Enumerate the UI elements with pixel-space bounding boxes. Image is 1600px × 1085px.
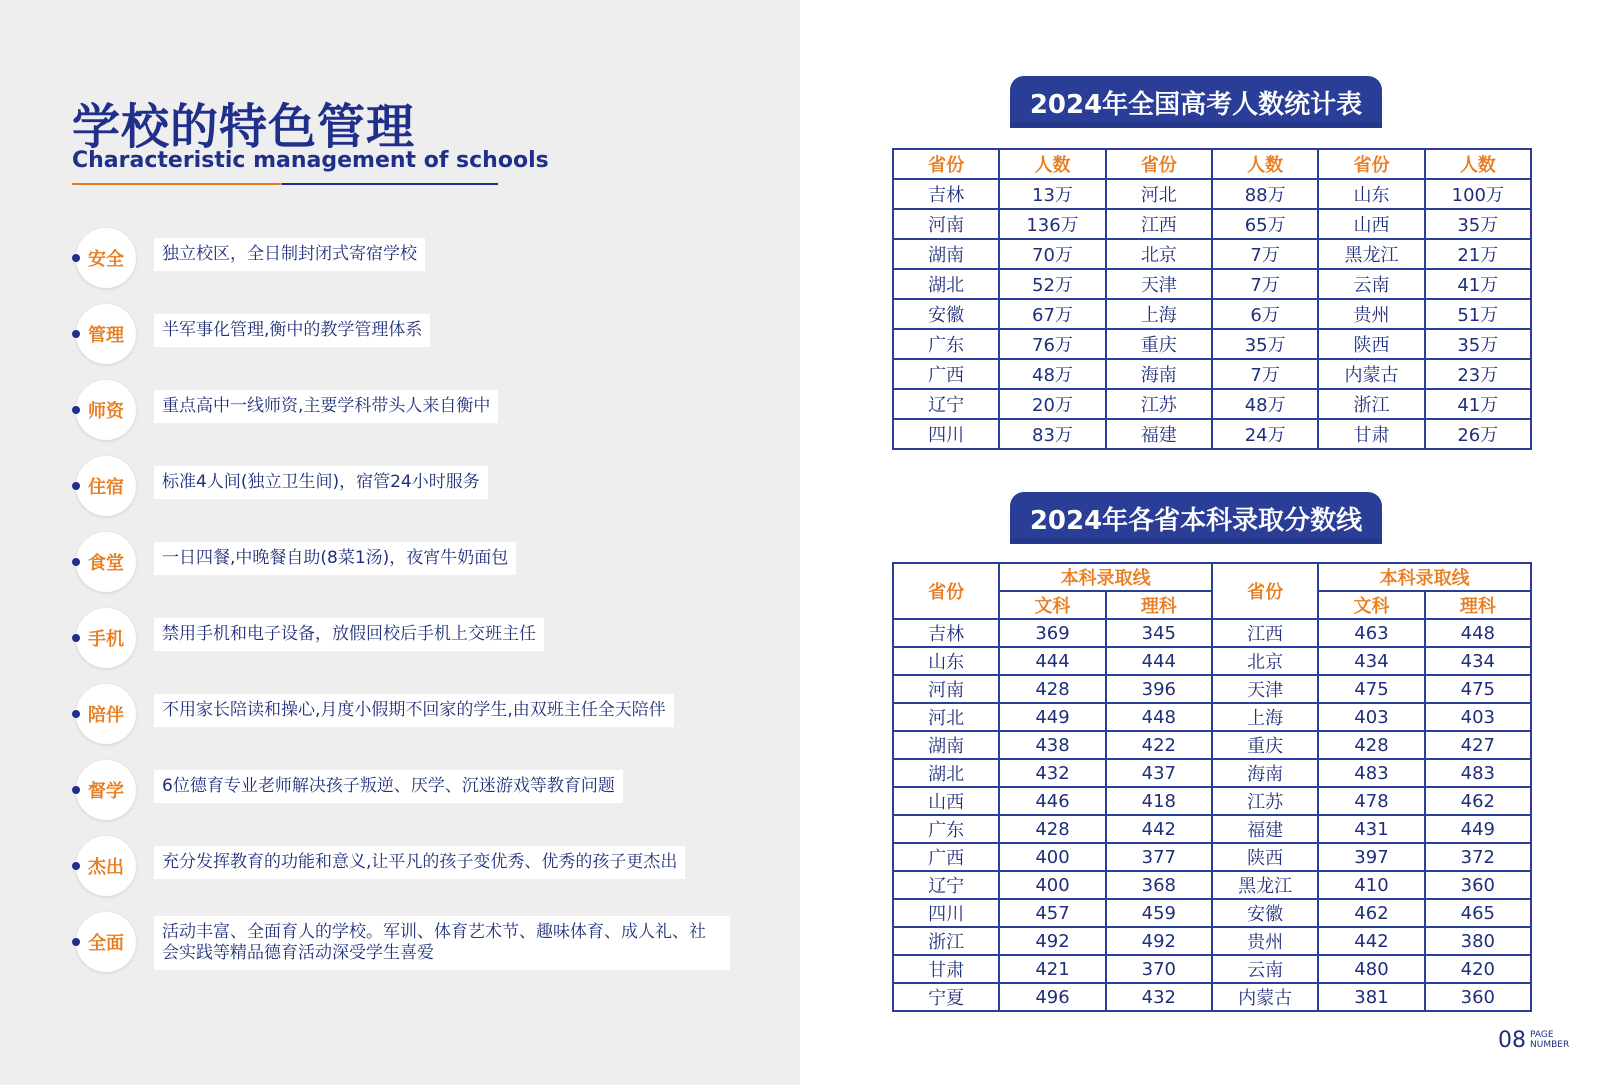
table-cell: 辽宁 xyxy=(893,389,999,419)
table-cell: 438 xyxy=(999,731,1105,759)
table-header-row xyxy=(893,149,1531,179)
table-cell: 483 xyxy=(1318,759,1424,787)
table-row xyxy=(893,359,1531,389)
feature-tag: 师资 xyxy=(76,380,136,440)
table-row xyxy=(893,239,1531,269)
table-cell: 35万 xyxy=(1212,329,1318,359)
header-cell: 人数 xyxy=(1212,149,1318,179)
table-cell: 76万 xyxy=(999,329,1105,359)
table-cell: 江苏 xyxy=(1212,787,1318,815)
header-line: 本科录取线 xyxy=(1318,563,1531,591)
table-row xyxy=(893,731,1531,759)
table-row xyxy=(893,209,1531,239)
feature-tag: 督学 xyxy=(76,760,136,820)
feature-item xyxy=(72,300,752,376)
header-cell: 省份 xyxy=(1106,149,1212,179)
table-row xyxy=(893,619,1531,647)
table-cell: 辽宁 xyxy=(893,871,999,899)
table-row xyxy=(893,899,1531,927)
table-cell: 内蒙古 xyxy=(1212,983,1318,1011)
table-cell: 444 xyxy=(999,647,1105,675)
table-cell: 83万 xyxy=(999,419,1105,449)
table-row xyxy=(893,983,1531,1011)
header-cell: 省份 xyxy=(893,149,999,179)
table-cell: 陕西 xyxy=(1212,843,1318,871)
table-row xyxy=(893,389,1531,419)
table-cell: 475 xyxy=(1318,675,1424,703)
feature-text: 一日四餐,中晚餐自助(8菜1汤)，夜宵牛奶面包 xyxy=(154,542,516,575)
feature-item xyxy=(72,604,752,680)
table-cell: 360 xyxy=(1425,871,1531,899)
table-cell: 377 xyxy=(1106,843,1212,871)
table-cell: 26万 xyxy=(1425,419,1531,449)
table-cell: 70万 xyxy=(999,239,1105,269)
table-cell: 368 xyxy=(1106,871,1212,899)
exam-count-body xyxy=(893,179,1531,449)
table-cell: 428 xyxy=(1318,731,1424,759)
bullet-dot-icon xyxy=(72,634,80,642)
header-li: 理科 xyxy=(1425,591,1531,619)
table-cell: 广西 xyxy=(893,843,999,871)
table-cell: 贵州 xyxy=(1212,927,1318,955)
table-cell: 6万 xyxy=(1212,299,1318,329)
exam-count-table xyxy=(892,148,1532,450)
table-cell: 23万 xyxy=(1425,359,1531,389)
table-cell: 宁夏 xyxy=(893,983,999,1011)
table-cell: 403 xyxy=(1425,703,1531,731)
table-cell: 北京 xyxy=(1106,239,1212,269)
page-number-label xyxy=(1530,1030,1569,1050)
table-cell: 黑龙江 xyxy=(1318,239,1424,269)
page-word: PAGE xyxy=(1530,1030,1554,1040)
table-cell: 492 xyxy=(999,927,1105,955)
table-cell: 江西 xyxy=(1212,619,1318,647)
table-cell: 65万 xyxy=(1212,209,1318,239)
table-cell: 100万 xyxy=(1425,179,1531,209)
header-wen: 文科 xyxy=(999,591,1105,619)
table-cell: 462 xyxy=(1425,787,1531,815)
feature-tag: 管理 xyxy=(76,304,136,364)
table-cell: 372 xyxy=(1425,843,1531,871)
bullet-dot-icon xyxy=(72,938,80,946)
feature-text: 活动丰富、全面育人的学校。军训、体育艺术节、趣味体育、成人礼、社会实践等精品德育活动深受学生喜爱 xyxy=(154,916,730,970)
table-title-cutoff: 2024年各省本科录取分数线 xyxy=(1010,492,1382,544)
table-cell: 湖北 xyxy=(893,759,999,787)
table-cell: 山西 xyxy=(893,787,999,815)
page-title: 学校的特色管理 xyxy=(72,99,416,155)
table-cell: 海南 xyxy=(1106,359,1212,389)
header-li: 理科 xyxy=(1106,591,1212,619)
feature-item xyxy=(72,528,752,604)
table-cell: 397 xyxy=(1318,843,1424,871)
table-cell: 江苏 xyxy=(1106,389,1212,419)
table-cell: 安徽 xyxy=(1212,899,1318,927)
feature-text: 6位德育专业老师解决孩子叛逆、厌学、沉迷游戏等教育问题 xyxy=(154,770,623,803)
bullet-dot-icon xyxy=(72,710,80,718)
table-row xyxy=(893,927,1531,955)
header-wen: 文科 xyxy=(1318,591,1424,619)
feature-tag: 食堂 xyxy=(76,532,136,592)
table-cell: 7万 xyxy=(1212,239,1318,269)
table-cell: 48万 xyxy=(1212,389,1318,419)
header-line: 本科录取线 xyxy=(999,563,1212,591)
table-row xyxy=(893,843,1531,871)
feature-text: 标准4人间(独立卫生间)，宿管24小时服务 xyxy=(154,466,488,499)
table-cell: 7万 xyxy=(1212,269,1318,299)
feature-tag: 陪伴 xyxy=(76,684,136,744)
feature-tag: 杰出 xyxy=(76,836,136,896)
table-cell: 河北 xyxy=(893,703,999,731)
table-cell: 黑龙江 xyxy=(1212,871,1318,899)
table-cell: 13万 xyxy=(999,179,1105,209)
header-province: 省份 xyxy=(893,563,999,619)
table-cell: 35万 xyxy=(1425,329,1531,359)
feature-item xyxy=(72,224,752,300)
table-header-row xyxy=(893,563,1531,591)
table-cell: 432 xyxy=(1106,983,1212,1011)
table-cell: 421 xyxy=(999,955,1105,983)
table-cell: 427 xyxy=(1425,731,1531,759)
table-cell: 475 xyxy=(1425,675,1531,703)
feature-text: 半军事化管理,衡中的教学管理体系 xyxy=(154,314,430,347)
feature-tag: 住宿 xyxy=(76,456,136,516)
table-cell: 上海 xyxy=(1212,703,1318,731)
table-cell: 广西 xyxy=(893,359,999,389)
bullet-dot-icon xyxy=(72,786,80,794)
table-cell: 462 xyxy=(1318,899,1424,927)
table-cell: 四川 xyxy=(893,419,999,449)
table-cell: 420 xyxy=(1425,955,1531,983)
header-cell: 省份 xyxy=(1318,149,1424,179)
feature-text: 不用家长陪读和操心,月度小假期不回家的学生,由双班主任全天陪伴 xyxy=(154,694,674,727)
feature-tag: 安全 xyxy=(76,228,136,288)
feature-text: 独立校区，全日制封闭式寄宿学校 xyxy=(154,238,425,271)
table-cell: 41万 xyxy=(1425,389,1531,419)
table-cell: 434 xyxy=(1425,647,1531,675)
table-row xyxy=(893,419,1531,449)
table-cell: 136万 xyxy=(999,209,1105,239)
header-cell: 人数 xyxy=(1425,149,1531,179)
table-cell: 福建 xyxy=(1106,419,1212,449)
table-cell: 24万 xyxy=(1212,419,1318,449)
table-cell: 贵州 xyxy=(1318,299,1424,329)
feature-tag: 全面 xyxy=(76,912,136,972)
table-cell: 403 xyxy=(1318,703,1424,731)
table-cell: 410 xyxy=(1318,871,1424,899)
table-row xyxy=(893,299,1531,329)
header-province: 省份 xyxy=(1212,563,1318,619)
feature-text: 充分发挥教育的功能和意义,让平凡的孩子变优秀、优秀的孩子更杰出 xyxy=(154,846,685,879)
table-row xyxy=(893,329,1531,359)
feature-item xyxy=(72,452,752,528)
table-cell: 437 xyxy=(1106,759,1212,787)
table-cell: 湖南 xyxy=(893,731,999,759)
table-cell: 88万 xyxy=(1212,179,1318,209)
table-cell: 山西 xyxy=(1318,209,1424,239)
table-row xyxy=(893,759,1531,787)
number-word: NUMBER xyxy=(1530,1040,1570,1050)
table-cell: 48万 xyxy=(999,359,1105,389)
table-cell: 380 xyxy=(1425,927,1531,955)
table-cell: 江西 xyxy=(1106,209,1212,239)
table-cell: 457 xyxy=(999,899,1105,927)
cutoff-table xyxy=(892,562,1532,1012)
table-row xyxy=(893,815,1531,843)
table-cell: 52万 xyxy=(999,269,1105,299)
table-cell: 480 xyxy=(1318,955,1424,983)
table-cell: 21万 xyxy=(1425,239,1531,269)
feature-item xyxy=(72,680,752,756)
table-cell: 422 xyxy=(1106,731,1212,759)
table-cell: 369 xyxy=(999,619,1105,647)
table-cell: 安徽 xyxy=(893,299,999,329)
bullet-dot-icon xyxy=(72,406,80,414)
table-cell: 449 xyxy=(1425,815,1531,843)
table-cell: 434 xyxy=(1318,647,1424,675)
table-row xyxy=(893,269,1531,299)
table-cell: 432 xyxy=(999,759,1105,787)
header-cell: 人数 xyxy=(999,149,1105,179)
table-cell: 444 xyxy=(1106,647,1212,675)
table-cell: 381 xyxy=(1318,983,1424,1011)
table-cell: 35万 xyxy=(1425,209,1531,239)
title-divider-accent xyxy=(72,183,282,185)
table-row xyxy=(893,703,1531,731)
feature-item xyxy=(72,376,752,452)
table-cell: 山东 xyxy=(893,647,999,675)
table-cell: 湖北 xyxy=(893,269,999,299)
table-row xyxy=(893,955,1531,983)
table-cell: 吉林 xyxy=(893,179,999,209)
table-row xyxy=(893,787,1531,815)
table-cell: 483 xyxy=(1425,759,1531,787)
table-cell: 492 xyxy=(1106,927,1212,955)
table-cell: 海南 xyxy=(1212,759,1318,787)
table-row xyxy=(893,675,1531,703)
table-cell: 370 xyxy=(1106,955,1212,983)
table-cell: 湖南 xyxy=(893,239,999,269)
table-cell: 442 xyxy=(1318,927,1424,955)
table-cell: 7万 xyxy=(1212,359,1318,389)
table-cell: 51万 xyxy=(1425,299,1531,329)
table-row xyxy=(893,647,1531,675)
feature-text: 重点高中一线师资,主要学科带头人来自衡中 xyxy=(154,390,498,423)
table-cell: 山东 xyxy=(1318,179,1424,209)
bullet-dot-icon xyxy=(72,254,80,262)
feature-item xyxy=(72,756,752,832)
table-cell: 396 xyxy=(1106,675,1212,703)
table-cell: 41万 xyxy=(1425,269,1531,299)
table-cell: 吉林 xyxy=(893,619,999,647)
table-cell: 67万 xyxy=(999,299,1105,329)
bullet-dot-icon xyxy=(72,330,80,338)
table-cell: 20万 xyxy=(999,389,1105,419)
table-cell: 河北 xyxy=(1106,179,1212,209)
table-cell: 448 xyxy=(1425,619,1531,647)
table-cell: 496 xyxy=(999,983,1105,1011)
feature-item xyxy=(72,832,752,908)
table-cell: 400 xyxy=(999,843,1105,871)
table-title-exam-count: 2024年全国高考人数统计表 xyxy=(1010,76,1382,128)
table-cell: 河南 xyxy=(893,675,999,703)
table-cell: 甘肃 xyxy=(893,955,999,983)
table-cell: 天津 xyxy=(1212,675,1318,703)
page-number: 08 xyxy=(1498,1028,1526,1053)
bullet-dot-icon xyxy=(72,482,80,490)
table-cell: 河南 xyxy=(893,209,999,239)
table-cell: 400 xyxy=(999,871,1105,899)
table-cell: 浙江 xyxy=(893,927,999,955)
table-row xyxy=(893,179,1531,209)
feature-list xyxy=(72,224,752,984)
table-cell: 重庆 xyxy=(1106,329,1212,359)
table-cell: 463 xyxy=(1318,619,1424,647)
feature-tag: 手机 xyxy=(76,608,136,668)
table-cell: 内蒙古 xyxy=(1318,359,1424,389)
table-cell: 360 xyxy=(1425,983,1531,1011)
table-cell: 陕西 xyxy=(1318,329,1424,359)
bullet-dot-icon xyxy=(72,558,80,566)
table-row xyxy=(893,871,1531,899)
table-cell: 福建 xyxy=(1212,815,1318,843)
table-cell: 448 xyxy=(1106,703,1212,731)
feature-text: 禁用手机和电子设备，放假回校后手机上交班主任 xyxy=(154,618,544,651)
table-cell: 甘肃 xyxy=(1318,419,1424,449)
table-cell: 北京 xyxy=(1212,647,1318,675)
page-subtitle: Characteristic management of schools xyxy=(72,148,549,173)
table-cell: 431 xyxy=(1318,815,1424,843)
table-cell: 上海 xyxy=(1106,299,1212,329)
table-cell: 449 xyxy=(999,703,1105,731)
table-cell: 446 xyxy=(999,787,1105,815)
table-cell: 465 xyxy=(1425,899,1531,927)
table-cell: 广东 xyxy=(893,329,999,359)
table-cell: 重庆 xyxy=(1212,731,1318,759)
table-cell: 云南 xyxy=(1318,269,1424,299)
table-cell: 四川 xyxy=(893,899,999,927)
table-cell: 428 xyxy=(999,815,1105,843)
table-cell: 云南 xyxy=(1212,955,1318,983)
table-cell: 428 xyxy=(999,675,1105,703)
table-cell: 天津 xyxy=(1106,269,1212,299)
bullet-dot-icon xyxy=(72,862,80,870)
cutoff-body xyxy=(893,619,1531,1011)
table-cell: 广东 xyxy=(893,815,999,843)
table-cell: 478 xyxy=(1318,787,1424,815)
table-cell: 459 xyxy=(1106,899,1212,927)
table-cell: 345 xyxy=(1106,619,1212,647)
table-cell: 418 xyxy=(1106,787,1212,815)
table-cell: 442 xyxy=(1106,815,1212,843)
feature-item xyxy=(72,908,752,984)
table-cell: 浙江 xyxy=(1318,389,1424,419)
